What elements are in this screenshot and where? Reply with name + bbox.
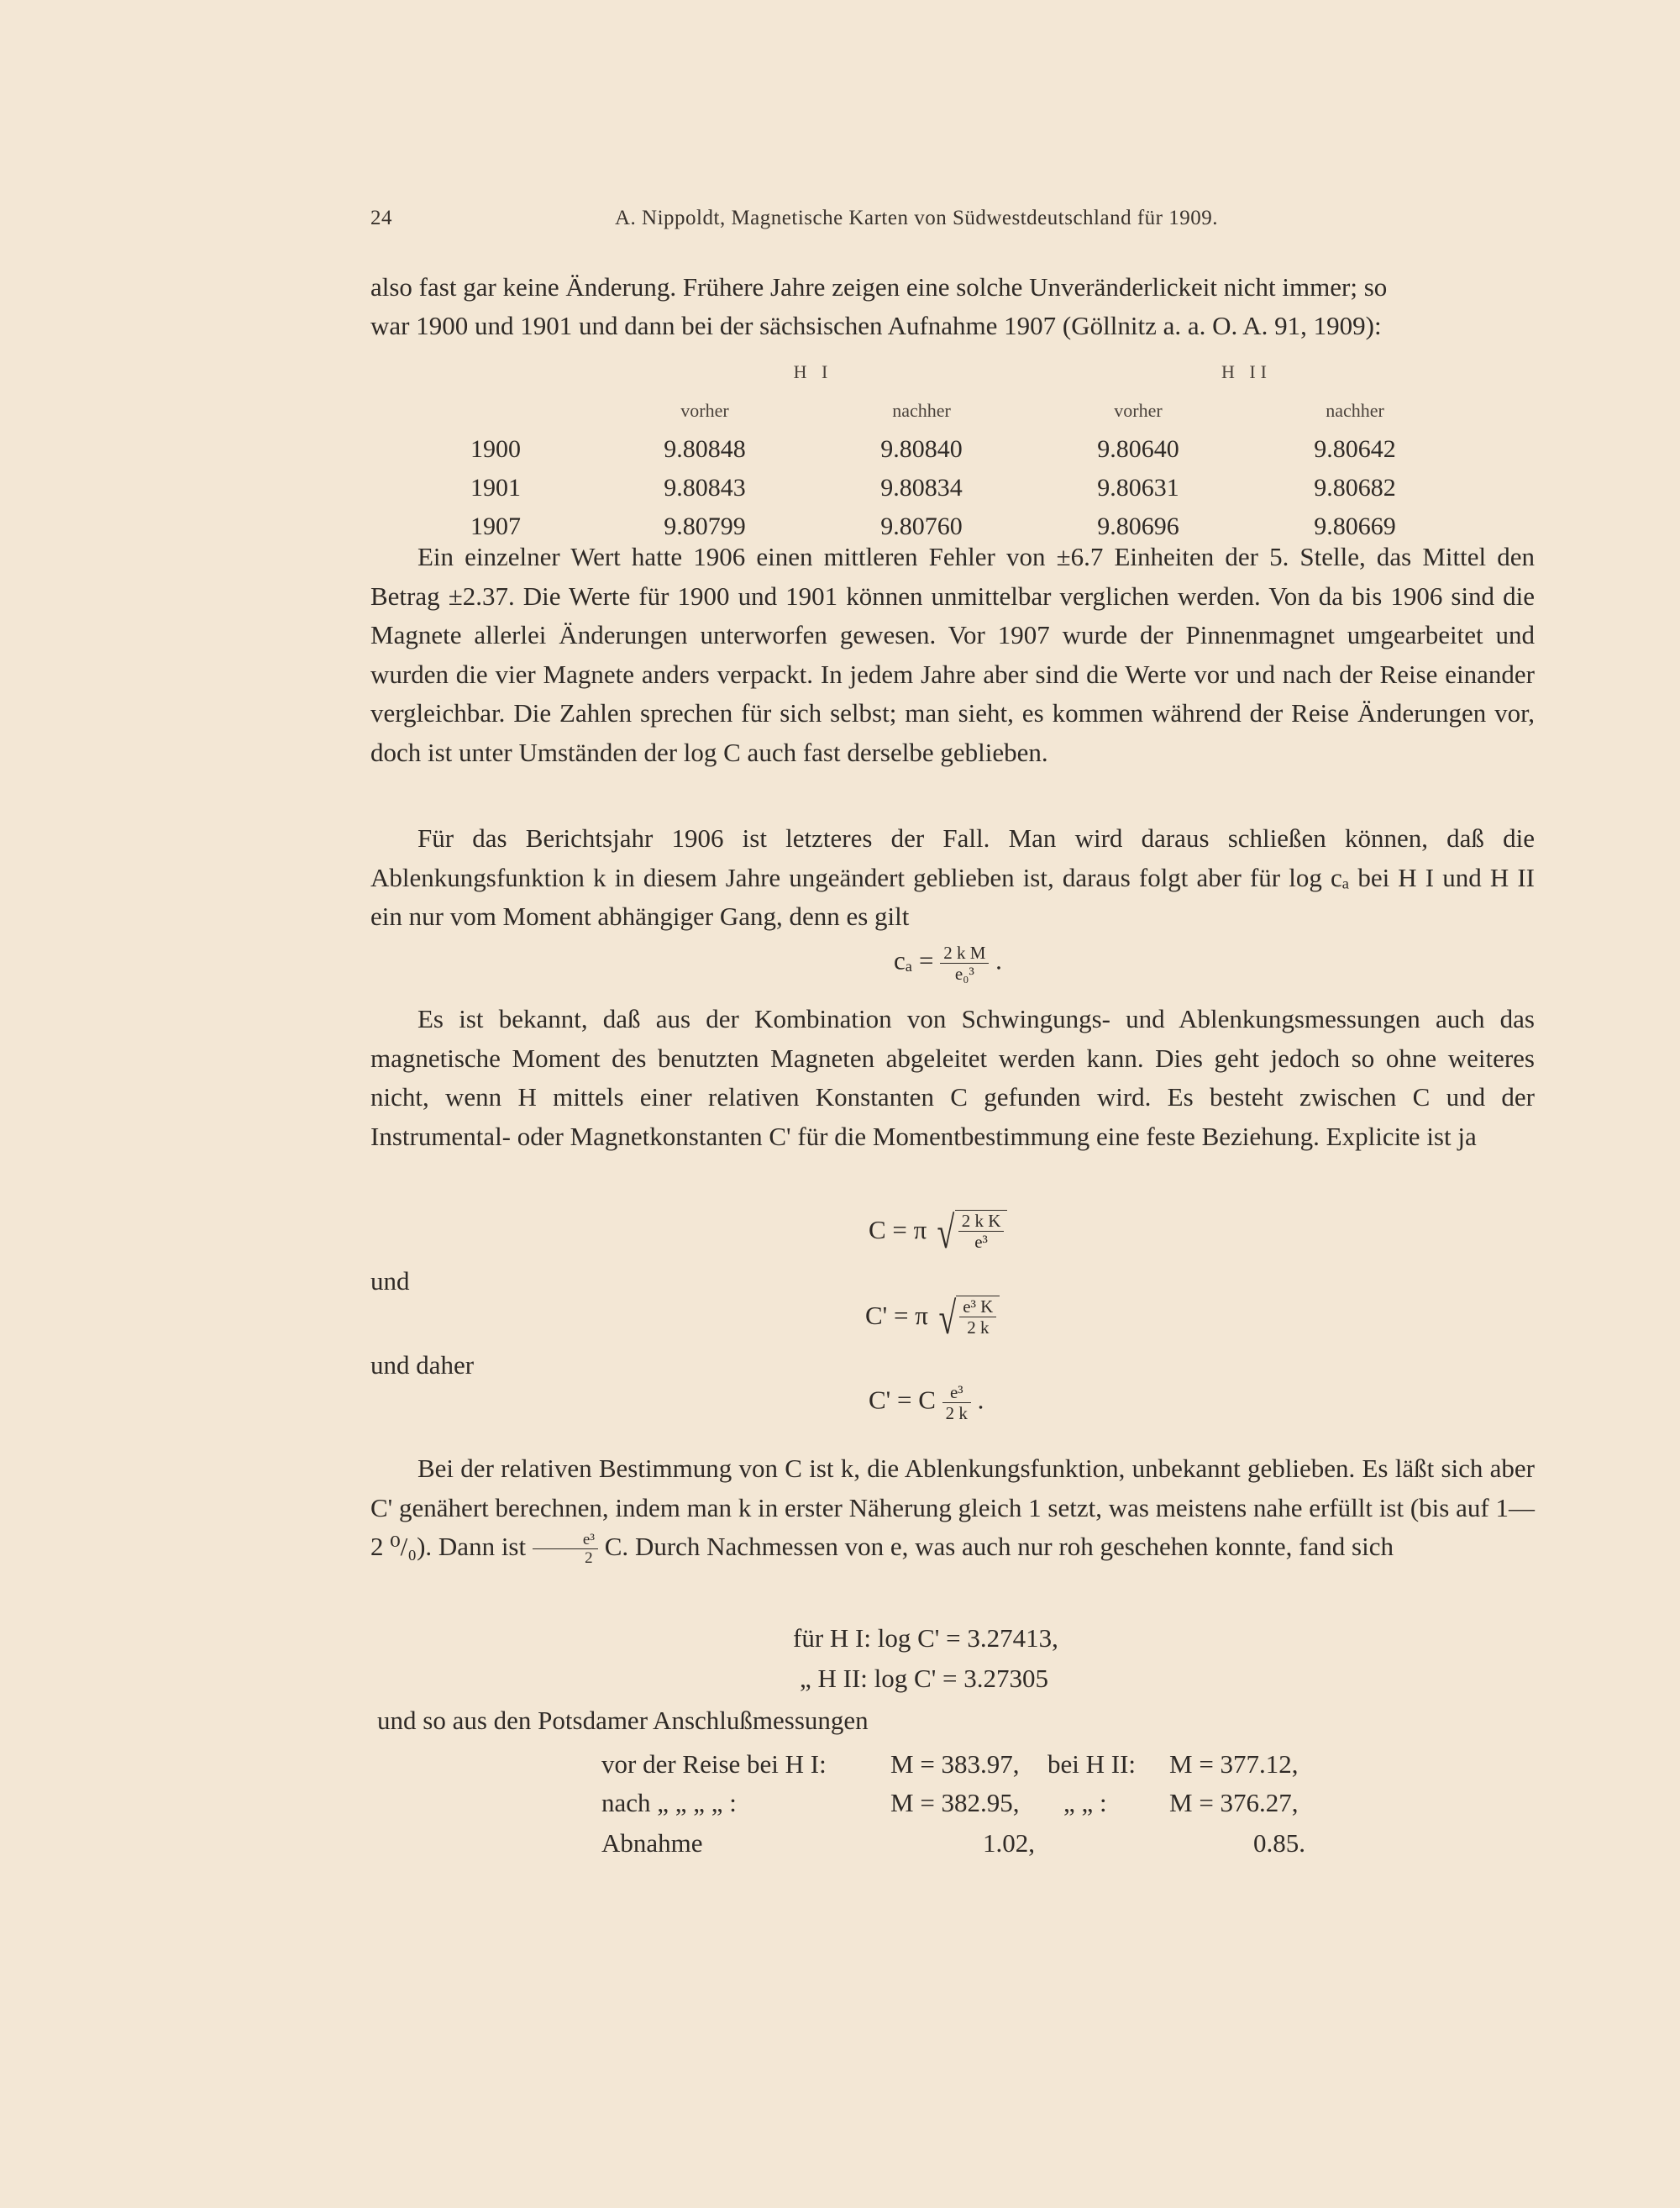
summary-value: M = 377.12, [1169, 1749, 1299, 1779]
summary-label: vor der Reise bei H I: [601, 1749, 827, 1779]
page-number: 24 [370, 207, 392, 229]
paragraph-1: Ein einzelner Wert hatte 1906 einen mittleren Fehler von ±6.7 Einheiten der 5. Stelle, das Mittel den Betrag ±2.37. Die Werte für 1900 und 1901 können unmittelbar verglichen werden. Von da bis 1906 sind die Magnete allerlei Änderungen unterworfen gewesen. Vor 1907 wurde der Pinnenmagnet umgearbeitet und wurden die vier Magnete anders verpackt. In jedem Jahre aber sind die Werte vor und nach der Reise einander vergleichbar. Die Zahlen sprechen für sich selbst; man sieht, es kommen während der Reise Änderungen vor, doch ist unter Umständen der log C auch fast derselbe geblieben. [370, 542, 1535, 767]
group-h2: H II [1221, 361, 1273, 382]
subhead: nachher [892, 400, 951, 421]
equation-c-prime-relation: C' = C $\frac{\text{e³}}{2 k}$ . [869, 1382, 984, 1423]
table-row: 1900 9.80848 9.80840 9.80640 9.80642 [470, 435, 1396, 463]
paragraph-2: Für das Berichtsjahr 1906 ist letzteres der Fall. Man wird daraus schließen können, daß die Ablenkungsfunktion k in diesem Jahre ungeändert geblieben ist, daraus folgt aber für log cₐ bei H I und H II ein nur vom Moment abhängiger Gang, denn es gilt [370, 823, 1535, 931]
und-daher-label: und daher [370, 1350, 475, 1380]
und-label: und [370, 1266, 410, 1296]
summary-mid: bei H II: [1047, 1749, 1137, 1779]
paragraph-4: Bei der relativen Bestimmung von C ist k, die Ablenkungsfunktion, unbekannt geblieben. Es läßt sich aber C' genähert berechnen, indem man k in erster Näherung gleich 1 setzt, was meistens nahe erfüllt ist (bis auf 1—2 ⁰/₀). Dann ist $\frac{\text{e³}}{2}$ C. Durch Nachmessen von e, was auch nur roh geschehen konnte, fand sich [370, 1454, 1535, 1568]
log-line-h2: „ H II: log C' = 3.27305 [800, 1664, 1049, 1693]
summary-value: 1.02, [983, 1828, 1035, 1858]
summary-value: M = 376.27, [1169, 1788, 1299, 1817]
summary-label: Abnahme [601, 1828, 703, 1858]
equation-ca: cₐ = $\frac{\text{2 k M}}{\text{e₀³}}$ . [894, 943, 1002, 984]
intro-line-2: war 1900 und 1901 und dann bei der sächsischen Aufnahme 1907 (Göllnitz a. a. O. A. 91, 1909): [370, 311, 1382, 340]
paragraph-3: Es ist bekannt, daß aus der Kombination von Schwingungs- und Ablenkungsmessungen auch das magnetische Moment des benutzten Magneten abgeleitet werden kann. Dies geht jedoch so ohne weiteres nicht, wenn H mittels einer relativen Konstanten C gefunden wird. Es besteht zwischen C und der Instrumental- oder Magnetkonstanten C' für die Momentbestimmung eine feste Beziehung. Explicite ist ja [370, 1004, 1535, 1151]
summary-value: 0.85. [1253, 1828, 1305, 1858]
subhead: vorher [680, 400, 729, 421]
summary-label: nach „ „ „ „ : [601, 1788, 737, 1817]
subhead: vorher [1114, 400, 1163, 421]
running-title: A. Nippoldt, Magnetische Karten von Südwestdeutschland für 1909. [615, 207, 1218, 229]
summary-value: M = 382.95, [890, 1788, 1020, 1817]
log-line-h1: für H I: log C' = 3.27413, [793, 1623, 1058, 1653]
subhead: nachher [1326, 400, 1384, 421]
intro-line-1: also fast gar keine Änderung. Frühere Jahre zeigen eine solche Unveränderlickeit nicht immer; so [370, 272, 1388, 302]
summary-value: M = 383.97, [890, 1749, 1020, 1779]
summary-mid: „ „ : [1063, 1788, 1107, 1817]
equation-c-prime: C' = π √ $\frac{\text{e³ K}}{2 k}$ [865, 1296, 1000, 1341]
table-row: 1907 9.80799 9.80760 9.80696 9.80669 [470, 513, 1396, 540]
measurement-table [470, 353, 1463, 546]
equation-c: C = π √ $\frac{\text{2 k K}}{\text{e³}}$ [869, 1210, 1007, 1255]
group-h1: H I [793, 361, 833, 382]
potsdam-line: und so aus den Potsdamer Anschlußmessungen [377, 1706, 869, 1735]
table-row: 1901 9.80843 9.80834 9.80631 9.80682 [470, 474, 1396, 502]
